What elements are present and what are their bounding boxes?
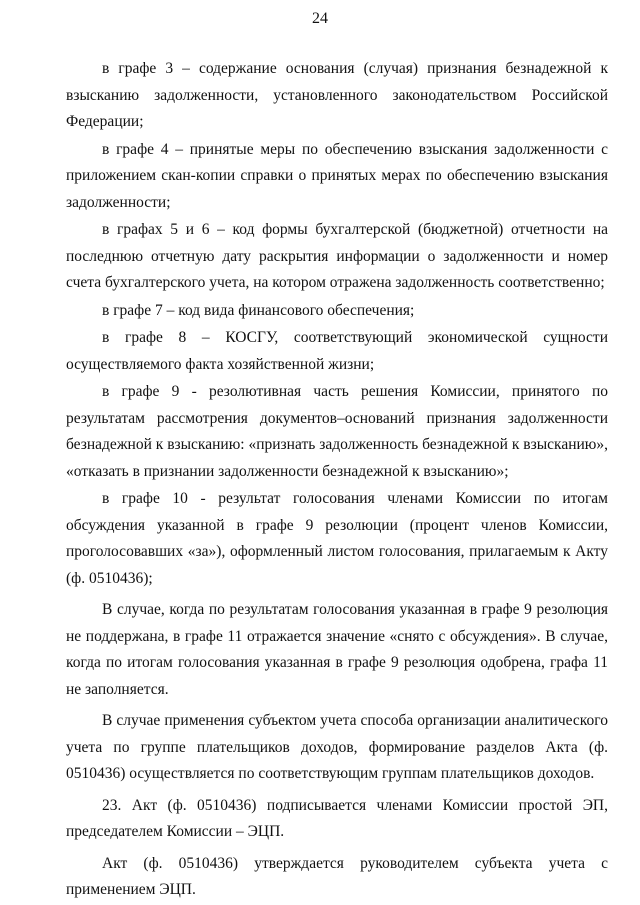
paragraph-column-7: в графе 7 – код вида финансового обеспечения; — [102, 301, 415, 319]
document-body — [66, 56, 608, 905]
paragraph-columns-5-6: в графах 5 и 6 – код формы бухгалтерской (бюджетной) отчетности на последнюю отчетную дату раскрытия информации о задолженности и номер счета бухгалтерского учета, на котором отражена задолженность соответственно; — [66, 221, 608, 291]
paragraph-column-10: в графе 10 - результат голосования членами Комиссии по итогам обсуждения указанной в графе 9 резолюции (процент членов Комиссии, проголосовавших «за»), оформленный листом голосования, прилагаемым к Акту (ф. 0510436); — [66, 490, 608, 587]
paragraph-column-3: в графе 3 – содержание основания (случая) признания безнадежной к взысканию задолженности, установленного законодательством Российской Федерации; — [66, 60, 608, 130]
paragraph-column-4: в графе 4 – принятые меры по обеспечению взыскания задолженности с приложением скан-копии справки о принятых мерах по обеспечению взыскания задолженности; — [66, 140, 608, 211]
paragraph-item-23-signing: 23. Акт (ф. 0510436) подписывается членами Комиссии простой ЭП, председателем Комиссии – ЭЦП. — [66, 796, 608, 840]
paragraph-payer-groups: В случае применения субъектом учета способа организации аналитического учета по группе плательщиков доходов, формирование разделов Акта (ф. 0510436) осуществляется по соответствующим группам плательщиков доходов. — [66, 712, 608, 782]
paragraph-approval: Акт (ф. 0510436) утверждается руководителем субъекта учета с применением ЭЦП. — [66, 854, 608, 898]
page-number: 24 — [312, 10, 328, 27]
paragraph-column-9: в графе 9 - резолютивная часть решения Комиссии, принятого по результатам рассмотрения документов–оснований признания задолженности безнадежной к взысканию: «признать задолженность безнадежной к взысканию», «отказать в признании задолженности безнадежной к взысканию»; — [66, 383, 608, 480]
paragraph-not-supported-case: В случае, когда по результатам голосования указанная в графе 9 резолюция не поддержана, в графе 11 отражается значение «снято с обсуждения». В случае, когда по итогам голосования указанная в графе 9 резолюция одобрена, графа 11 не заполняется. — [66, 601, 608, 698]
paragraph-column-8: в графе 8 – КОСГУ, соответствующий экономической сущности осуществляемого факта хозяйственной жизни; — [66, 329, 608, 373]
